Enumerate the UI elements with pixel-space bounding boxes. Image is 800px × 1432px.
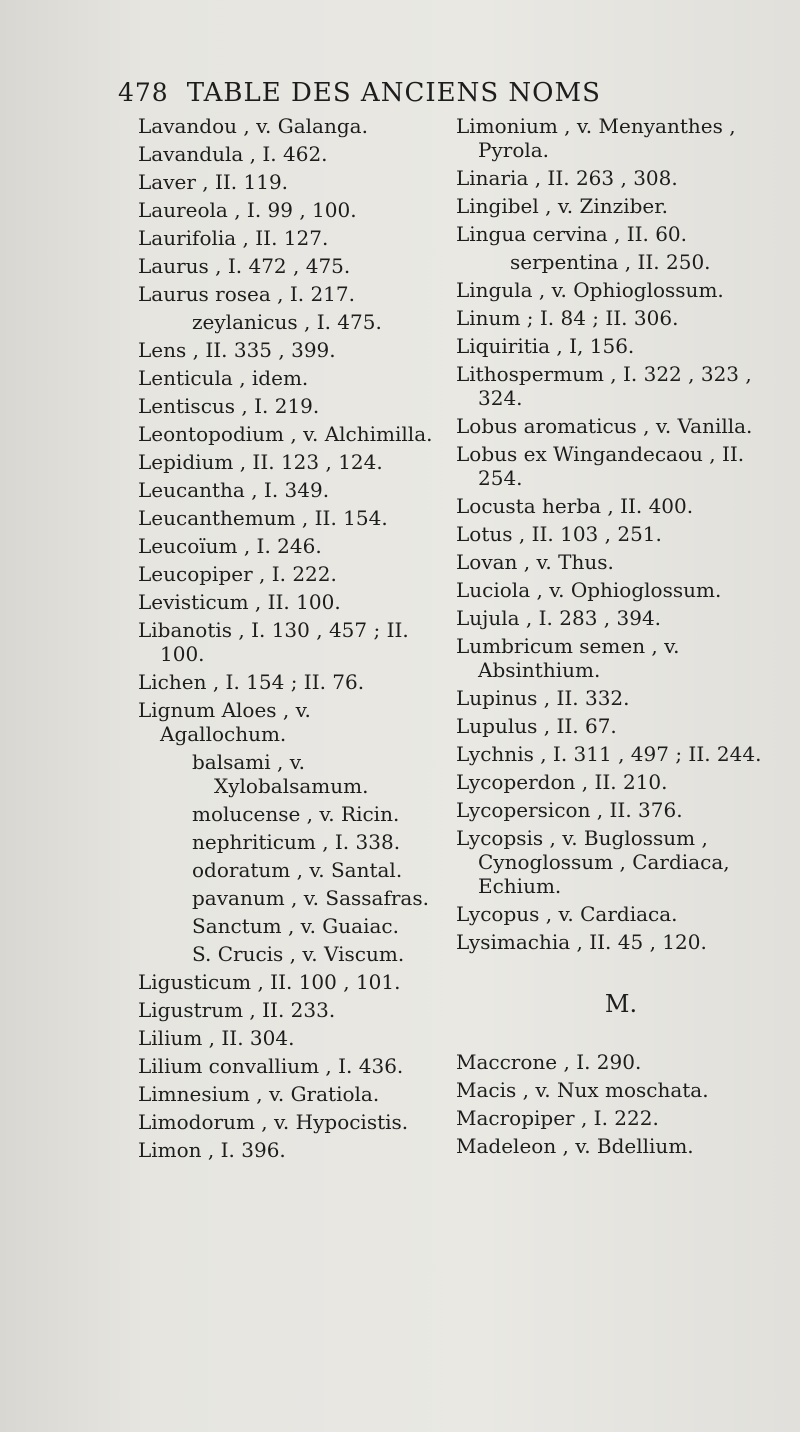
index-entry: Lycoperdon , II. 210. [456, 770, 668, 794]
index-entry: Lingua cervina , II. 60. [456, 222, 688, 246]
index-entry: Lycopus , v. Cardiaca. [456, 902, 678, 926]
index-subentry: zeylanicus , I. 475. [192, 310, 382, 334]
m-section-entries [456, 1050, 786, 1158]
index-entry: Lychnis , I. 311 , 497 ; II. 244. [456, 742, 762, 766]
index-entry: Lingibel , v. Zinziber. [456, 194, 668, 218]
index-entry: Lilium , II. 304. [138, 1026, 295, 1050]
index-entry: Leucopiper , I. 222. [138, 562, 337, 586]
page-title: TABLE DES ANCIENS NOMS [186, 78, 601, 108]
index-subentry: serpentina , II. 250. [510, 250, 711, 274]
index-entry: Libanotis , I. 130 , 457 ; II. 100. [138, 618, 409, 666]
index-entry: Lavandou , v. Galanga. [138, 114, 368, 138]
page-number: 478 [118, 78, 169, 107]
index-entry: Lovan , v. Thus. [456, 550, 614, 574]
index-entry: Leontopodium , v. Alchimilla. [138, 422, 433, 446]
index-subentry: S. Crucis , v. Viscum. [192, 942, 405, 966]
index-entry: Lichen , I. 154 ; II. 76. [138, 670, 365, 694]
index-entry: Laver , II. 119. [138, 170, 289, 194]
index-entry: Limon , I. 396. [138, 1138, 286, 1162]
index-subentry: balsami , v. Xylobalsamum. [192, 750, 369, 798]
index-subentry: odoratum , v. Santal. [192, 858, 403, 882]
index-subentry: Sanctum , v. Guaiac. [192, 914, 399, 938]
index-entry: Lens , II. 335 , 399. [138, 338, 336, 362]
right-entries [456, 114, 786, 954]
index-entry: Lotus , II. 103 , 251. [456, 522, 662, 546]
index-entry: Madeleon , v. Bdellium. [456, 1134, 694, 1158]
index-entry: Laureola , I. 99 , 100. [138, 198, 357, 222]
index-subentry: molucense , v. Ricin. [192, 802, 400, 826]
index-entry: Limodorum , v. Hypocistis. [138, 1110, 409, 1134]
index-entry: Ligustrum , II. 233. [138, 998, 336, 1022]
index-entry: Lignum Aloes , v. Agallochum. [138, 698, 311, 746]
index-entry: Laurifolia , II. 127. [138, 226, 329, 250]
index-entry: Lycopsis , v. Buglossum , Cynoglossum , Cardiaca, Echium. [456, 826, 730, 898]
index-entry: Levisticum , II. 100. [138, 590, 341, 614]
section-letter-m: M. [604, 990, 638, 1018]
index-entry: Leucanthemum , II. 154. [138, 506, 388, 530]
index-entry: Lenticula , idem. [138, 366, 309, 390]
index-entry: Maccrone , I. 290. [456, 1050, 642, 1074]
index-subentry: nephriticum , I. 338. [192, 830, 401, 854]
index-entry: Lavandula , I. 462. [138, 142, 328, 166]
index-entry: Linum ; I. 84 ; II. 306. [456, 306, 679, 330]
index-subentry: pavanum , v. Sassafras. [192, 886, 429, 910]
index-entry: Macropiper , I. 222. [456, 1106, 659, 1130]
index-entry: Macis , v. Nux moschata. [456, 1078, 709, 1102]
index-entry: Lingula , v. Ophioglossum. [456, 278, 724, 302]
index-entry: Linaria , II. 263 , 308. [456, 166, 678, 190]
index-entry: Lithospermum , I. 322 , 323 , 324. [456, 362, 752, 410]
index-entry: Leucantha , I. 349. [138, 478, 330, 502]
index-entry: Lycopersicon , II. 376. [456, 798, 683, 822]
index-entry: Lepidium , II. 123 , 124. [138, 450, 383, 474]
index-entry: Lumbricum semen , v. Absinthium. [456, 634, 680, 682]
index-entry: Lysimachia , II. 45 , 120. [456, 930, 707, 954]
index-entry: Lobus ex Wingandecaou , II. 254. [456, 442, 745, 490]
index-entry: Locusta herba , II. 400. [456, 494, 694, 518]
index-entry: Lupulus , II. 67. [456, 714, 617, 738]
index-entry: Luciola , v. Ophioglossum. [456, 578, 722, 602]
index-entry: Laurus rosea , I. 217. [138, 282, 355, 306]
index-entry: Limnesium , v. Gratiola. [138, 1082, 380, 1106]
index-entry: Lobus aromaticus , v. Vanilla. [456, 414, 753, 438]
index-entry: Lupinus , II. 332. [456, 686, 630, 710]
index-entry: Lentiscus , I. 219. [138, 394, 320, 418]
index-entry: Lilium convallium , I. 436. [138, 1054, 404, 1078]
left-column [138, 114, 438, 1166]
right-column [456, 114, 786, 1162]
index-entry: Ligusticum , II. 100 , 101. [138, 970, 401, 994]
index-entry: Liquiritia , I, 156. [456, 334, 635, 358]
page-header [118, 78, 678, 114]
index-entry: Limonium , v. Menyanthes , Pyrola. [456, 114, 736, 162]
index-entry: Lujula , I. 283 , 394. [456, 606, 662, 630]
index-entry: Leucoïum , I. 246. [138, 534, 322, 558]
index-entry: Laurus , I. 472 , 475. [138, 254, 351, 278]
